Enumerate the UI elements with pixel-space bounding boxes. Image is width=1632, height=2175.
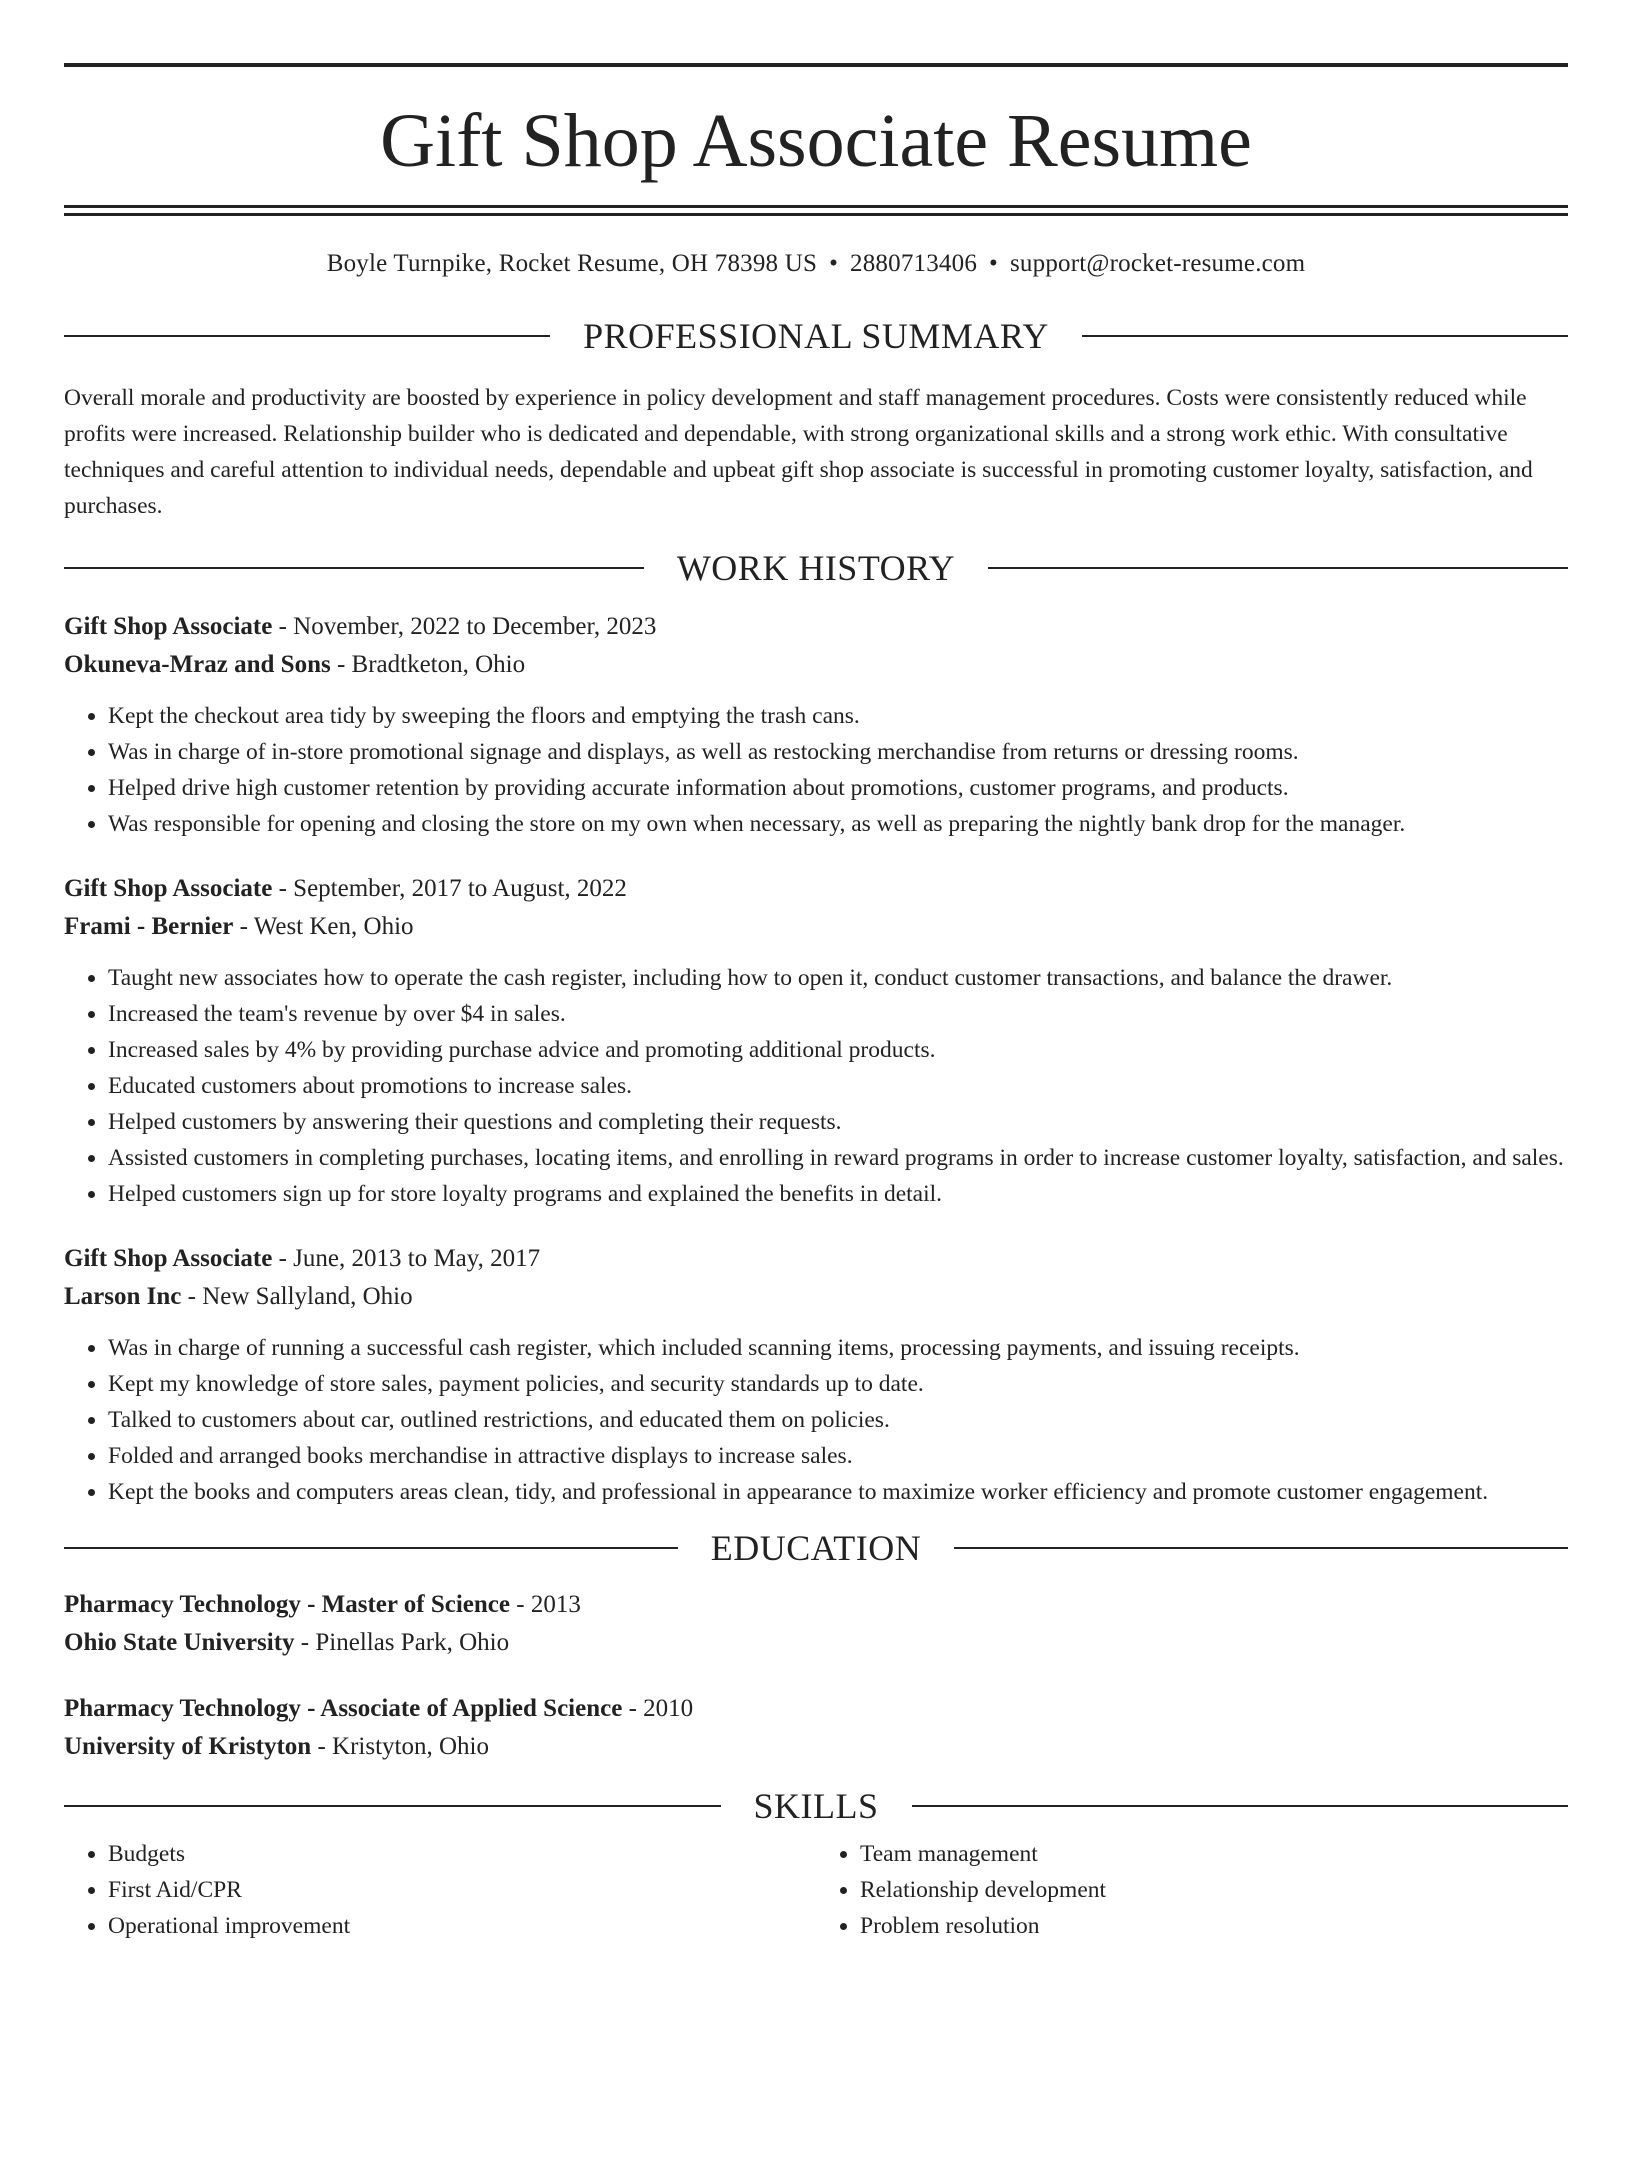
top-rule [64,63,1568,67]
list-item: • Relationship development [860,1872,1568,1908]
list-item: • Was in charge of in-store promotional signage and displays, as well as restocking merchandise from returns or dressing rooms. [108,734,1568,770]
section-title: SKILLS [753,1785,879,1826]
job-entry [64,1240,1568,1510]
school-location: - Kristyton, Ohio [311,1732,489,1760]
list-item: • Was responsible for opening and closing the store on my own when necessary, as well as preparing the nightly bank drop for the manager. [108,806,1568,842]
job-location: - West Ken, Ohio [233,912,414,940]
section-title: PROFESSIONAL SUMMARY [583,316,1049,356]
list-item: • Assisted customers in completing purchases, locating items, and enrolling in reward programs in order to increase customer loyalty, satisfaction, and sales. [108,1140,1568,1176]
list-item: • Team management [860,1836,1568,1872]
job-company: Larson Inc [64,1282,182,1310]
list-item: • Folded and arranged books merchandise in attractive displays to increase sales. [108,1438,1568,1474]
job-dates: - November, 2022 to December, 2023 [272,612,657,640]
section-rule [988,567,1568,569]
skills-column-right [816,1836,1568,1944]
job-title-line [64,870,1568,908]
degree-line [64,1586,1568,1624]
work-history-list [64,608,1568,1510]
degree: Pharmacy Technology - Master of Science [64,1590,510,1618]
job-bullets [64,960,1568,1212]
job-company: Frami - Bernier [64,912,234,940]
section-title: WORK HISTORY [676,547,956,588]
degree-line [64,1690,1568,1728]
job-title: Gift Shop Associate [64,1244,273,1272]
list-item: • Problem resolution [860,1908,1568,1944]
job-title-line [64,608,1568,646]
title-double-rule [64,205,1568,216]
page-title: Gift Shop Associate Resume [380,99,1252,183]
section-rule [64,1805,721,1807]
section-header-summary [64,316,1568,356]
section-rule [1082,335,1568,337]
job-company-line [64,646,1568,684]
job-location: - Bradtketon, Ohio [330,650,526,678]
school-line [64,1728,1568,1766]
school: University of Kristyton [64,1732,312,1760]
section-rule [912,1805,1569,1807]
skills-column-left [64,1836,816,1944]
school: Ohio State University [64,1628,295,1656]
job-dates: - September, 2017 to August, 2022 [272,874,627,902]
section-header-skills [64,1786,1568,1826]
section-rule [64,335,550,337]
job-title: Gift Shop Associate [64,874,273,902]
list-item: • Increased sales by 4% by providing purchase advice and promoting additional products. [108,1032,1568,1068]
list-item: • First Aid/CPR [108,1872,816,1908]
summary-paragraph: Overall morale and productivity are boosted by experience in policy development and staff management procedures. Costs were consistently reduced while profits were increased. Relationship builder who is dedicated and dependable, with strong organizational skills and a strong work ethic. With consultative techniques and careful attention to individual needs, dependable and upbeat gift shop associate is successful in promoting customer loyalty, satisfaction, and purchases. [64,385,1533,519]
degree: Pharmacy Technology - Associate of Applied Science [64,1694,623,1722]
job-dates: - June, 2013 to May, 2017 [272,1244,541,1272]
contact-address: Boyle Turnpike, Rocket Resume, OH 78398 US [326,250,818,277]
list-item: • Budgets [108,1836,816,1872]
school-line [64,1624,1568,1662]
section-rule [954,1547,1568,1549]
list-item: • Was in charge of running a successful cash register, which included scanning items, processing payments, and issuing receipts. [108,1330,1568,1366]
job-bullets [64,698,1568,842]
job-location: - New Sallyland, Ohio [181,1282,413,1310]
job-entry [64,870,1568,1212]
list-item: • Increased the team's revenue by over $4 in sales. [108,996,1568,1032]
section-rule [64,567,644,569]
section-header-education [64,1528,1568,1568]
list-item: • Talked to customers about car, outlined restrictions, and educated them on policies. [108,1402,1568,1438]
contact-line [64,250,1568,286]
section-title: EDUCATION [710,1527,922,1568]
education-entry [64,1586,1568,1662]
list-item: • Helped customers by answering their questions and completing their requests. [108,1104,1568,1140]
section-header-work [64,548,1568,588]
contact-separator: • [989,250,998,277]
job-entry [64,608,1568,842]
list-item: • Taught new associates how to operate the cash register, including how to open it, conduct customer transactions, and balance the drawer. [108,960,1568,996]
list-item: • Kept the books and computers areas clean, tidy, and professional in appearance to maximize worker efficiency and promote customer engagement. [108,1474,1568,1510]
job-title-line [64,1240,1568,1278]
job-company-line [64,908,1568,946]
list-item: • Educated customers about promotions to increase sales. [108,1068,1568,1104]
list-item: • Kept the checkout area tidy by sweeping the floors and emptying the trash cans. [108,698,1568,734]
list-item: • Helped customers sign up for store loyalty programs and explained the benefits in detail. [108,1176,1568,1212]
job-title: Gift Shop Associate [64,612,273,640]
degree-year: - 2010 [622,1694,694,1722]
degree-year: - 2013 [510,1590,581,1618]
job-bullets [64,1330,1568,1510]
list-item: • Helped drive high customer retention by providing accurate information about promotions, customer programs, and products. [108,770,1568,806]
education-entry [64,1690,1568,1766]
job-company-line [64,1278,1568,1316]
contact-email: support@rocket-resume.com [1009,250,1306,277]
school-location: - Pinellas Park, Ohio [294,1628,510,1656]
list-item: • Kept my knowledge of store sales, payment policies, and security standards up to date. [108,1366,1568,1402]
resume-page [0,63,1632,1944]
contact-separator: • [829,250,839,277]
job-company: Okuneva-Mraz and Sons [64,650,331,678]
list-item: • Operational improvement [108,1908,816,1944]
skills-list [64,1836,1568,1944]
contact-phone: 2880713406 [850,250,978,277]
section-rule [64,1547,678,1549]
